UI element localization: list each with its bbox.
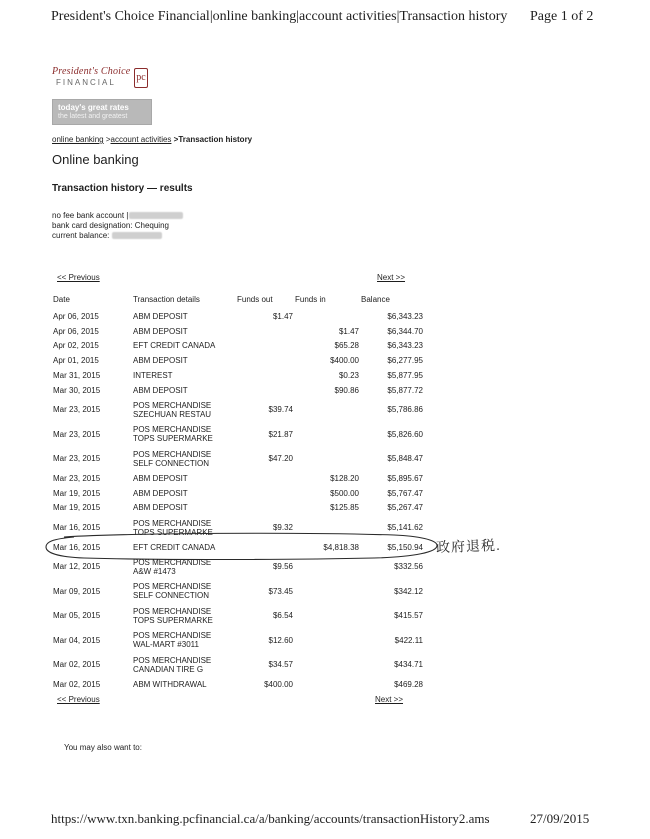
cell-funds-in (295, 398, 361, 423)
col-date: Date (53, 294, 70, 304)
details-line2: CANADIAN TIRE G (133, 664, 204, 674)
cell-funds-in: $65.28 (334, 341, 359, 351)
cell-funds-out (237, 486, 295, 501)
redacted-account-number (129, 212, 183, 219)
cell-funds-in: $500.00 (330, 488, 359, 498)
cell-balance: $5,786.86 (387, 405, 423, 415)
details-line1: POS MERCHANDISE (133, 400, 212, 410)
logo-script: President's Choice (52, 66, 131, 77)
next-link-top[interactable]: Next >> (377, 273, 406, 282)
redacted-balance (112, 232, 162, 239)
cell-details (133, 422, 237, 447)
cell-date: Mar 12, 2015 (53, 562, 101, 572)
cell-funds-in: $90.86 (334, 385, 359, 395)
cell-details (133, 398, 237, 423)
handwritten-circle (44, 531, 440, 561)
logo-mark-icon: pc (134, 68, 148, 88)
cell-funds-out: $21.87 (268, 429, 293, 439)
cell-balance: $5,895.67 (387, 473, 423, 483)
cell-date: Mar 02, 2015 (53, 679, 101, 689)
cell-balance: $5,267.47 (387, 503, 423, 513)
table-row (52, 383, 423, 398)
card-designation: bank card designation: Chequing (52, 221, 169, 230)
details-line1: POS MERCHANDISE (133, 631, 212, 641)
previous-link-top[interactable]: << Previous (57, 273, 100, 282)
cell-details (133, 628, 237, 653)
balance-line (52, 231, 183, 241)
banner-title: today's great rates (58, 103, 129, 112)
previous-link-bottom[interactable]: << Previous (57, 695, 100, 704)
cell-balance: $434.71 (394, 660, 423, 670)
cell-funds-out (237, 501, 295, 516)
details-line2: SZECHUAN RESTAU (133, 409, 212, 419)
table-row (52, 353, 423, 368)
cell-details (133, 604, 237, 629)
cell-funds-in (295, 309, 361, 324)
cell-details (133, 447, 237, 472)
table-row (52, 339, 423, 354)
cell-date: Mar 19, 2015 (53, 503, 101, 513)
cell-funds-in (295, 604, 361, 629)
cell-date: Mar 23, 2015 (53, 405, 101, 415)
cell-funds-in: $125.85 (330, 503, 359, 513)
cell-balance: $415.57 (394, 611, 423, 621)
cell-funds-in: $1.47 (338, 326, 359, 336)
details-line1: POS MERCHANDISE (133, 557, 212, 567)
cell-balance: $5,150.94 (387, 542, 423, 552)
details-line1: POS MERCHANDISE (133, 582, 212, 592)
cell-details (133, 486, 237, 501)
cell-funds-out (237, 353, 295, 368)
section-title: Transaction history — results (52, 183, 193, 194)
cell-balance: $5,141.62 (387, 523, 423, 532)
details-line1: ABM DEPOSIT (133, 356, 188, 366)
details-line1: EFT CREDIT CANADA (133, 542, 216, 552)
cell-date: Mar 30, 2015 (53, 385, 101, 395)
cell-funds-in: $4,818.38 (323, 542, 359, 552)
transaction-rows (52, 309, 423, 692)
table-row (52, 471, 423, 486)
details-line1: POS MERCHANDISE (133, 655, 212, 665)
table-row (52, 309, 423, 324)
table-row (52, 501, 423, 516)
cell-balance: $422.11 (394, 635, 423, 645)
details-line2: SELF CONNECTION (133, 458, 210, 468)
cell-details (133, 579, 237, 604)
cell-details (133, 471, 237, 486)
next-link-bottom[interactable]: Next >> (375, 695, 404, 704)
cell-date: Apr 06, 2015 (53, 311, 99, 321)
cell-date: Mar 16, 2015 (53, 523, 101, 532)
col-funds-in: Funds in (295, 294, 326, 304)
table-row (52, 604, 423, 629)
banner-subtitle: the latest and greatest (58, 113, 128, 120)
cell-funds-out: $73.45 (268, 586, 293, 596)
cell-balance: $6,343.23 (387, 311, 423, 321)
also-want-to-label: You may also want to: (64, 743, 142, 752)
cell-date: Mar 31, 2015 (53, 370, 101, 380)
print-page-number: Page 1 of 2 (530, 9, 594, 24)
cell-balance: $342.12 (394, 586, 423, 596)
breadcrumb-separator: > (103, 135, 111, 144)
table-row (52, 579, 423, 604)
cell-balance: $6,344.70 (387, 326, 423, 336)
table-header-row (52, 289, 423, 309)
cell-funds-in (295, 579, 361, 604)
cell-details (133, 339, 237, 354)
details-line1: POS MERCHANDISE (133, 606, 212, 616)
cell-date: Mar 23, 2015 (53, 473, 101, 483)
cell-funds-out: $9.56 (272, 562, 293, 572)
page-title: Online banking (52, 152, 139, 167)
cell-funds-in: $0.23 (338, 370, 359, 380)
breadcrumb-account-activities-link[interactable]: account activities (110, 135, 172, 144)
cell-funds-in: $400.00 (330, 356, 359, 366)
cell-date: Mar 09, 2015 (53, 586, 101, 596)
cell-funds-out (237, 471, 295, 486)
cell-balance: $5,767.47 (387, 488, 423, 498)
cell-funds-out (237, 368, 295, 383)
cell-date: Apr 06, 2015 (53, 326, 99, 336)
print-footer-date: 27/09/2015 (530, 811, 590, 826)
breadcrumb (52, 135, 252, 144)
details-line1: ABM WITHDRAWAL (133, 679, 207, 689)
cell-date: Mar 04, 2015 (53, 635, 101, 645)
cell-details (133, 368, 237, 383)
cell-date: Apr 02, 2015 (53, 341, 99, 351)
cell-funds-out: $400.00 (264, 679, 293, 689)
details-line1: ABM DEPOSIT (133, 473, 188, 483)
cell-details (133, 353, 237, 368)
cell-funds-in (295, 653, 361, 678)
cell-funds-out: $9.32 (272, 523, 293, 532)
cell-details (133, 383, 237, 398)
print-header-title: President's Choice Financial|online banking|account activities|Transaction history (51, 9, 508, 24)
great-rates-banner[interactable] (52, 99, 152, 125)
cell-funds-in (295, 677, 361, 692)
cell-balance: $6,277.95 (387, 356, 423, 366)
cell-date: Mar 23, 2015 (53, 429, 101, 439)
account-label: no fee bank account | (52, 211, 129, 220)
cell-date: Apr 01, 2015 (53, 356, 99, 366)
details-line1: ABM DEPOSIT (133, 385, 188, 395)
cell-funds-out: $47.20 (268, 454, 293, 464)
table-row (52, 653, 423, 678)
details-line1: POS MERCHANDISE (133, 518, 212, 528)
cell-funds-in (295, 422, 361, 447)
details-line2: TOPS SUPERMARKE (133, 615, 213, 625)
cell-funds-out: $1.47 (272, 311, 293, 321)
cell-details (133, 677, 237, 692)
table-row (52, 368, 423, 383)
details-line2: TOPS SUPERMARKE (133, 527, 213, 537)
cell-date: Mar 05, 2015 (53, 611, 101, 621)
details-line1: ABM DEPOSIT (133, 326, 188, 336)
details-line2: SELF CONNECTION (133, 591, 210, 601)
cell-funds-out (237, 383, 295, 398)
cell-funds-out: $34.57 (268, 660, 293, 670)
transaction-table (52, 289, 423, 692)
cell-details (133, 653, 237, 678)
table-row (52, 324, 423, 339)
table-row (52, 628, 423, 653)
breadcrumb-online-banking-link[interactable]: online banking (52, 135, 104, 144)
cell-balance: $5,877.72 (387, 385, 423, 395)
cell-date: Mar 23, 2015 (53, 454, 101, 464)
details-line2: TOPS SUPERMARKE (133, 434, 213, 444)
cell-balance: $469.28 (394, 679, 423, 689)
print-footer-url: https://www.txn.banking.pcfinancial.ca/a/banking/accounts/transactionHistory2.ams (51, 811, 490, 826)
cell-details (133, 501, 237, 516)
cell-funds-out: $12.60 (268, 635, 293, 645)
table-row (52, 486, 423, 501)
details-line1: ABM DEPOSIT (133, 311, 188, 321)
account-info (52, 211, 183, 241)
details-line1: POS MERCHANDISE (133, 425, 212, 435)
logo-word: FINANCIAL (56, 78, 116, 87)
breadcrumb-current: >Transaction history (171, 135, 253, 144)
cell-balance: $332.56 (394, 562, 423, 572)
cell-details (133, 309, 237, 324)
details-line2: WAL-MART #3011 (133, 640, 199, 650)
details-line1: ABM DEPOSIT (133, 488, 188, 498)
col-details: Transaction details (133, 294, 200, 304)
cell-funds-out: $6.54 (272, 611, 293, 621)
handwritten-note: 政府退税. (435, 536, 502, 556)
table-row (52, 398, 423, 423)
col-funds-out: Funds out (237, 294, 273, 304)
details-line1: INTEREST (133, 370, 173, 380)
table-row (52, 422, 423, 447)
details-line1: POS MERCHANDISE (133, 449, 212, 459)
cell-funds-out (237, 339, 295, 354)
col-balance: Balance (361, 294, 390, 304)
pc-financial-logo (52, 66, 152, 92)
account-line (52, 211, 183, 221)
cell-date: Mar 02, 2015 (53, 660, 101, 670)
cell-balance: $6,343.23 (387, 341, 423, 351)
cell-date: Mar 19, 2015 (53, 488, 101, 498)
cell-funds-out: $39.74 (268, 405, 293, 415)
details-line2: A&W #1473 (133, 566, 176, 576)
cell-date: Mar 16, 2015 (53, 542, 101, 552)
table-row (52, 447, 423, 472)
details-line1: ABM DEPOSIT (133, 503, 188, 513)
table-row (52, 677, 423, 692)
cell-funds-in (295, 447, 361, 472)
cell-balance: $5,877.95 (387, 370, 423, 380)
cell-balance: $5,826.60 (387, 429, 423, 439)
cell-funds-in: $128.20 (330, 473, 359, 483)
cell-balance: $5,848.47 (387, 454, 423, 464)
details-line1: EFT CREDIT CANADA (133, 341, 216, 351)
cell-details (133, 324, 237, 339)
cell-funds-in (295, 628, 361, 653)
balance-label: current balance: (52, 231, 110, 240)
cell-funds-out (237, 324, 295, 339)
